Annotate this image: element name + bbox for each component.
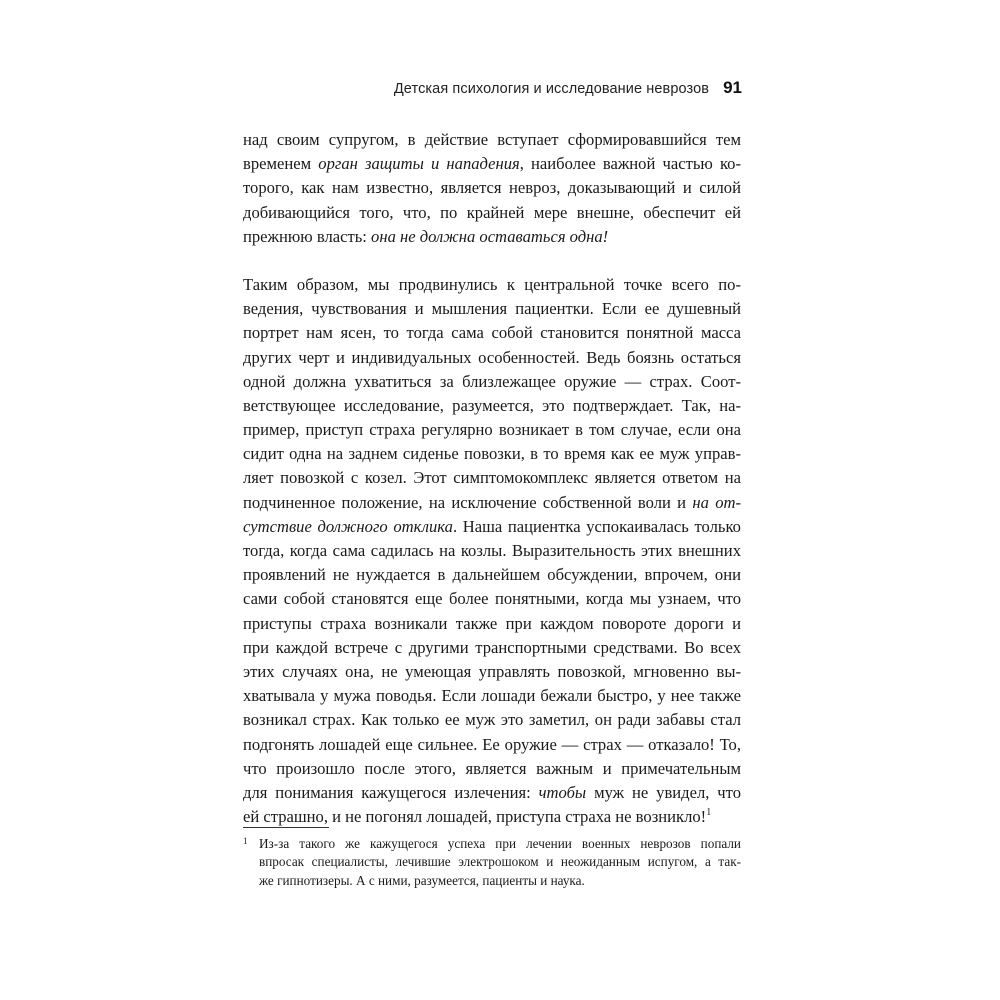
- text-line: [243, 708, 741, 732]
- text-run: подгонять лошадей еще сильнее. Ее оружие — страх — отказало! То,: [243, 734, 741, 754]
- paragraph: [243, 128, 741, 249]
- footnote-line: Из-за такого же кажущегося успеха при лечении военных неврозов попали: [259, 836, 741, 851]
- text-run: добивающийся того, что, по крайней мере внешне, обеспечит ей: [243, 202, 741, 222]
- text-line: [243, 539, 741, 563]
- text-line: [243, 733, 741, 757]
- text-run: прежнюю власть:: [243, 226, 372, 246]
- text-run: тогда, когда сама садилась на козлы. Выразительность этих внешних: [243, 541, 741, 560]
- text-run: проявлений не нуждается в дальнейшем обсуждении, впрочем, они: [243, 565, 741, 585]
- text-line: [243, 660, 741, 684]
- footnote: [243, 835, 741, 890]
- footnote-text: [243, 835, 741, 890]
- text-run: что произошло после этого, является важным и примечательным: [243, 758, 741, 778]
- paragraph: [243, 273, 741, 829]
- italic-text: она не должна оставаться одна!: [371, 226, 609, 246]
- text-line: [243, 757, 741, 781]
- text-line: [243, 442, 741, 466]
- text-line: [243, 418, 741, 442]
- text-line: [243, 515, 741, 539]
- text-line: [243, 612, 741, 636]
- italic-text: орган защиты и нападения: [318, 154, 520, 174]
- italic-text: на от-: [692, 492, 742, 512]
- text-run: Таким образом, мы продвинулись к центральной точке всего по-: [243, 274, 741, 294]
- text-line: [243, 466, 741, 490]
- italic-text: чтобы: [538, 782, 587, 802]
- text-line: [243, 201, 741, 225]
- text-run: ей страшно, и не погонял лошадей, приступа страха не возникло!: [243, 807, 707, 827]
- text-line: [243, 684, 741, 708]
- text-line: [243, 563, 741, 587]
- text-run: , наиболее важной частью ко-: [519, 154, 741, 174]
- text-run: сами собой становятся еще более понятными, когда мы узнаем, что: [243, 589, 741, 609]
- text-line: [243, 152, 741, 176]
- text-line: [243, 394, 741, 418]
- main-text: [243, 128, 741, 829]
- text-run: для понимания кажущегося излечения:: [243, 782, 539, 802]
- text-run: муж не увидел, что: [586, 782, 741, 802]
- text-line: [243, 176, 741, 200]
- text-run: этих случаях она, не умеющая управлять повозкой, мгновенно вы-: [243, 661, 741, 681]
- text-run: ветствующее исследование, разумеется, это подтверждает. Так, на-: [243, 395, 741, 415]
- page-number: 91: [723, 78, 742, 97]
- text-line: [243, 273, 741, 297]
- text-run: торого, как нам известно, является невроз, доказывающий и силой: [243, 178, 741, 198]
- italic-text: сутствие должного отклика: [243, 516, 453, 536]
- text-line: [243, 491, 741, 515]
- text-line: [243, 128, 741, 152]
- text-run: сидит одна на заднем сиденье повозки, в то время как ее муж управ-: [243, 444, 741, 464]
- footnote-reference: 1: [706, 807, 712, 819]
- text-line: [243, 321, 741, 345]
- text-run: портрет нам ясен, то тогда сама собой становится понятной масса: [243, 323, 741, 343]
- text-line: [243, 781, 741, 805]
- text-run: других черт и индивидуальных особенностей. Ведь боязнь остаться: [243, 347, 741, 367]
- running-header: [330, 78, 742, 102]
- text-run: над своим супругом, в действие вступает сформировавшийся тем: [243, 130, 741, 149]
- text-run: приступы страха возникали также при каждом повороте дороги и: [243, 613, 741, 633]
- text-run: ведения, чувствования и мышления пациентки. Если ее душевный: [243, 299, 741, 319]
- text-line: [243, 225, 741, 249]
- text-run: при каждой встрече с другими транспортными средствами. Во всех: [243, 637, 741, 657]
- footnote-line: же гипнотизеры. А с ними, разумеется, пациенты и наука.: [259, 872, 585, 888]
- footnote-marker: 1: [243, 836, 248, 846]
- text-run: пример, приступ страха регулярно возникает в том случае, если она: [243, 420, 741, 440]
- text-run: . Наша пациентка успокаивалась только: [452, 516, 741, 536]
- running-title: Детская психология и исследование неврозов: [393, 81, 710, 97]
- footnote-line: впросак специалисты, лечившие электрошоком и неожиданным испугом, а так-: [259, 854, 741, 870]
- text-run: временем: [243, 154, 319, 174]
- text-run: возникал страх. Как только ее муж это заметил, он ради забавы стал: [243, 710, 741, 730]
- footnote-separator: [243, 827, 329, 828]
- text-run: ляет повозкой с козел. Этот симптомокомплекс является ответом на: [243, 468, 741, 488]
- text-run: хватывала у мужа поводья. Если лошади бежали быстро, у нее также: [243, 686, 741, 706]
- text-line: [243, 297, 741, 321]
- text-line: [243, 587, 741, 611]
- text-line: [243, 370, 741, 394]
- text-line: [243, 636, 741, 660]
- text-run: одной должна ухватиться за близлежащее оружие — страх. Соот-: [243, 371, 741, 391]
- text-run: подчиненное положение, на исключение собственной воли и: [243, 492, 693, 512]
- text-line: [243, 805, 741, 829]
- text-line: [243, 346, 741, 370]
